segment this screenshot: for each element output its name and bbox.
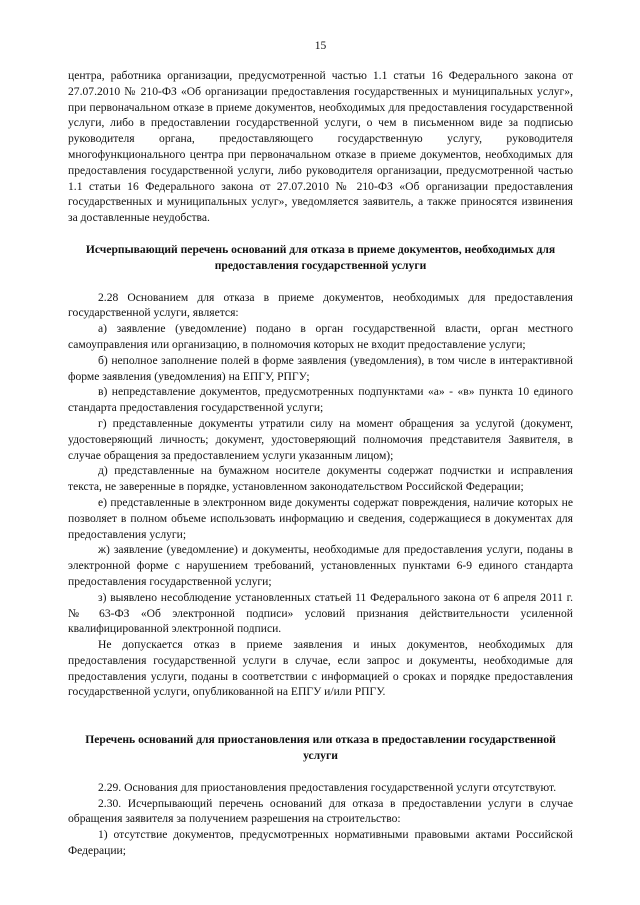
list-item-e: е) представленные в электронном виде документы содержат повреждения, наличие которых не позволяет в полном объеме использовать информацию и сведения, содержащиеся в документах для предоставления услуги;: [68, 495, 573, 541]
list-item-zh: ж) заявление (уведомление) и документы, необходимые для предоставления услуги, поданы в электронной форме с нарушением требований, установленных пунктами 6-9 единого стандарта предоставления государственной услуги;: [68, 543, 573, 588]
list-item-1: 1) отсутствие документов, предусмотренных нормативными правовыми актами Российской Федерации;: [68, 828, 573, 858]
list-item-z: з) выявлено несоблюдение установленных статьей 11 Федерального закона от 6 апреля 2011 г. № 63-ФЗ «Об электронной подписи» условий признания действительности усиленной квалифицированной электронной подписи.: [68, 590, 573, 636]
paragraph-2-30: 2.30. Исчерпывающий перечень оснований для отказа в предоставлении услуги в случае обращения заявителя за получением разрешения на строительство:: [68, 796, 573, 826]
section-refusal-documents-body: [68, 290, 573, 701]
paragraph-no-refusal: Не допускается отказ в приеме заявления и иных документов, необходимых для предоставления государственной услуги в случае, если запрос и документы, необходимые для предоставления услуги, поданы в соответствии с информацией о сроках и порядке предоставления государственной услуги, опубликованной на ЕПГУ и/или РПГУ.: [68, 638, 573, 699]
section-heading-suspension-refusal: Перечень оснований для приостановления или отказа в предоставлении государственной услуги: [85, 733, 556, 763]
page-number: 15: [314, 40, 327, 52]
document-page: [68, 0, 573, 905]
list-item-v: в) непредставление документов, предусмотренных подпунктами «а» - «в» пункта 10 единого стандарта предоставления государственной услуги;: [68, 385, 573, 415]
section-heading-refusal-documents: Исчерпывающий перечень оснований для отказа в приеме документов, необходимых для предоставления государственной услуги: [85, 242, 556, 272]
list-item-g: г) представленные документы утратили силу на момент обращения за услугой (документ, удостоверяющий личность; документ, удостоверяющий полномочия представителя Заявителя, в случае обращения за предоставлением услуги указанным лицом);: [68, 416, 573, 462]
intro-paragraph: центра, работника организации, предусмотренной частью 1.1 статьи 16 Федерального закона от 27.07.2010 № 210-ФЗ «Об организации предоставления государственных и муниципальных услуг», при первоначальном отказе в приеме документов, необходимых для предоставления государственной услуги, либо в предоставлении государственной услуги, о чем в письменном виде за подписью руководителя органа, предоставляющего государственную услугу, руководителя многофункционального центра при первоначальном отказе в приеме документов, необходимых для предоставления государственной услуги, либо руководителя организации, предусмотренной частью 1.1 статьи 16 Федерального закона от 27.07.2010 № 210-ФЗ «Об организации предоставления государственных и муниципальных услуг», уведомляется заявитель, а также приносятся извинения за доставленные неудобства.: [68, 69, 573, 225]
section-suspension-refusal-body: [68, 780, 573, 859]
list-item-b: б) неполное заполнение полей в форме заявления (уведомления), в том числе в интерактивной форме заявления (уведомления) на ЕПГУ, РПГУ;: [68, 353, 573, 383]
paragraph-2-29: 2.29. Основания для приостановления предоставления государственной услуги отсутствуют.: [98, 780, 557, 794]
paragraph-2-28: 2.28 Основанием для отказа в приеме документов, необходимых для предоставления государственной услуги, является:: [68, 290, 573, 320]
list-item-d: д) представленные на бумажном носителе документы содержат подчистки и исправления текста, не заверенные в порядке, установленном законодательством Российской Федерации;: [68, 464, 573, 494]
list-item-a: а) заявление (уведомление) подано в орган государственной власти, орган местного самоуправления или организацию, в полномочия которых не входит предоставление услуги;: [68, 322, 573, 351]
document-content: [68, 68, 573, 859]
